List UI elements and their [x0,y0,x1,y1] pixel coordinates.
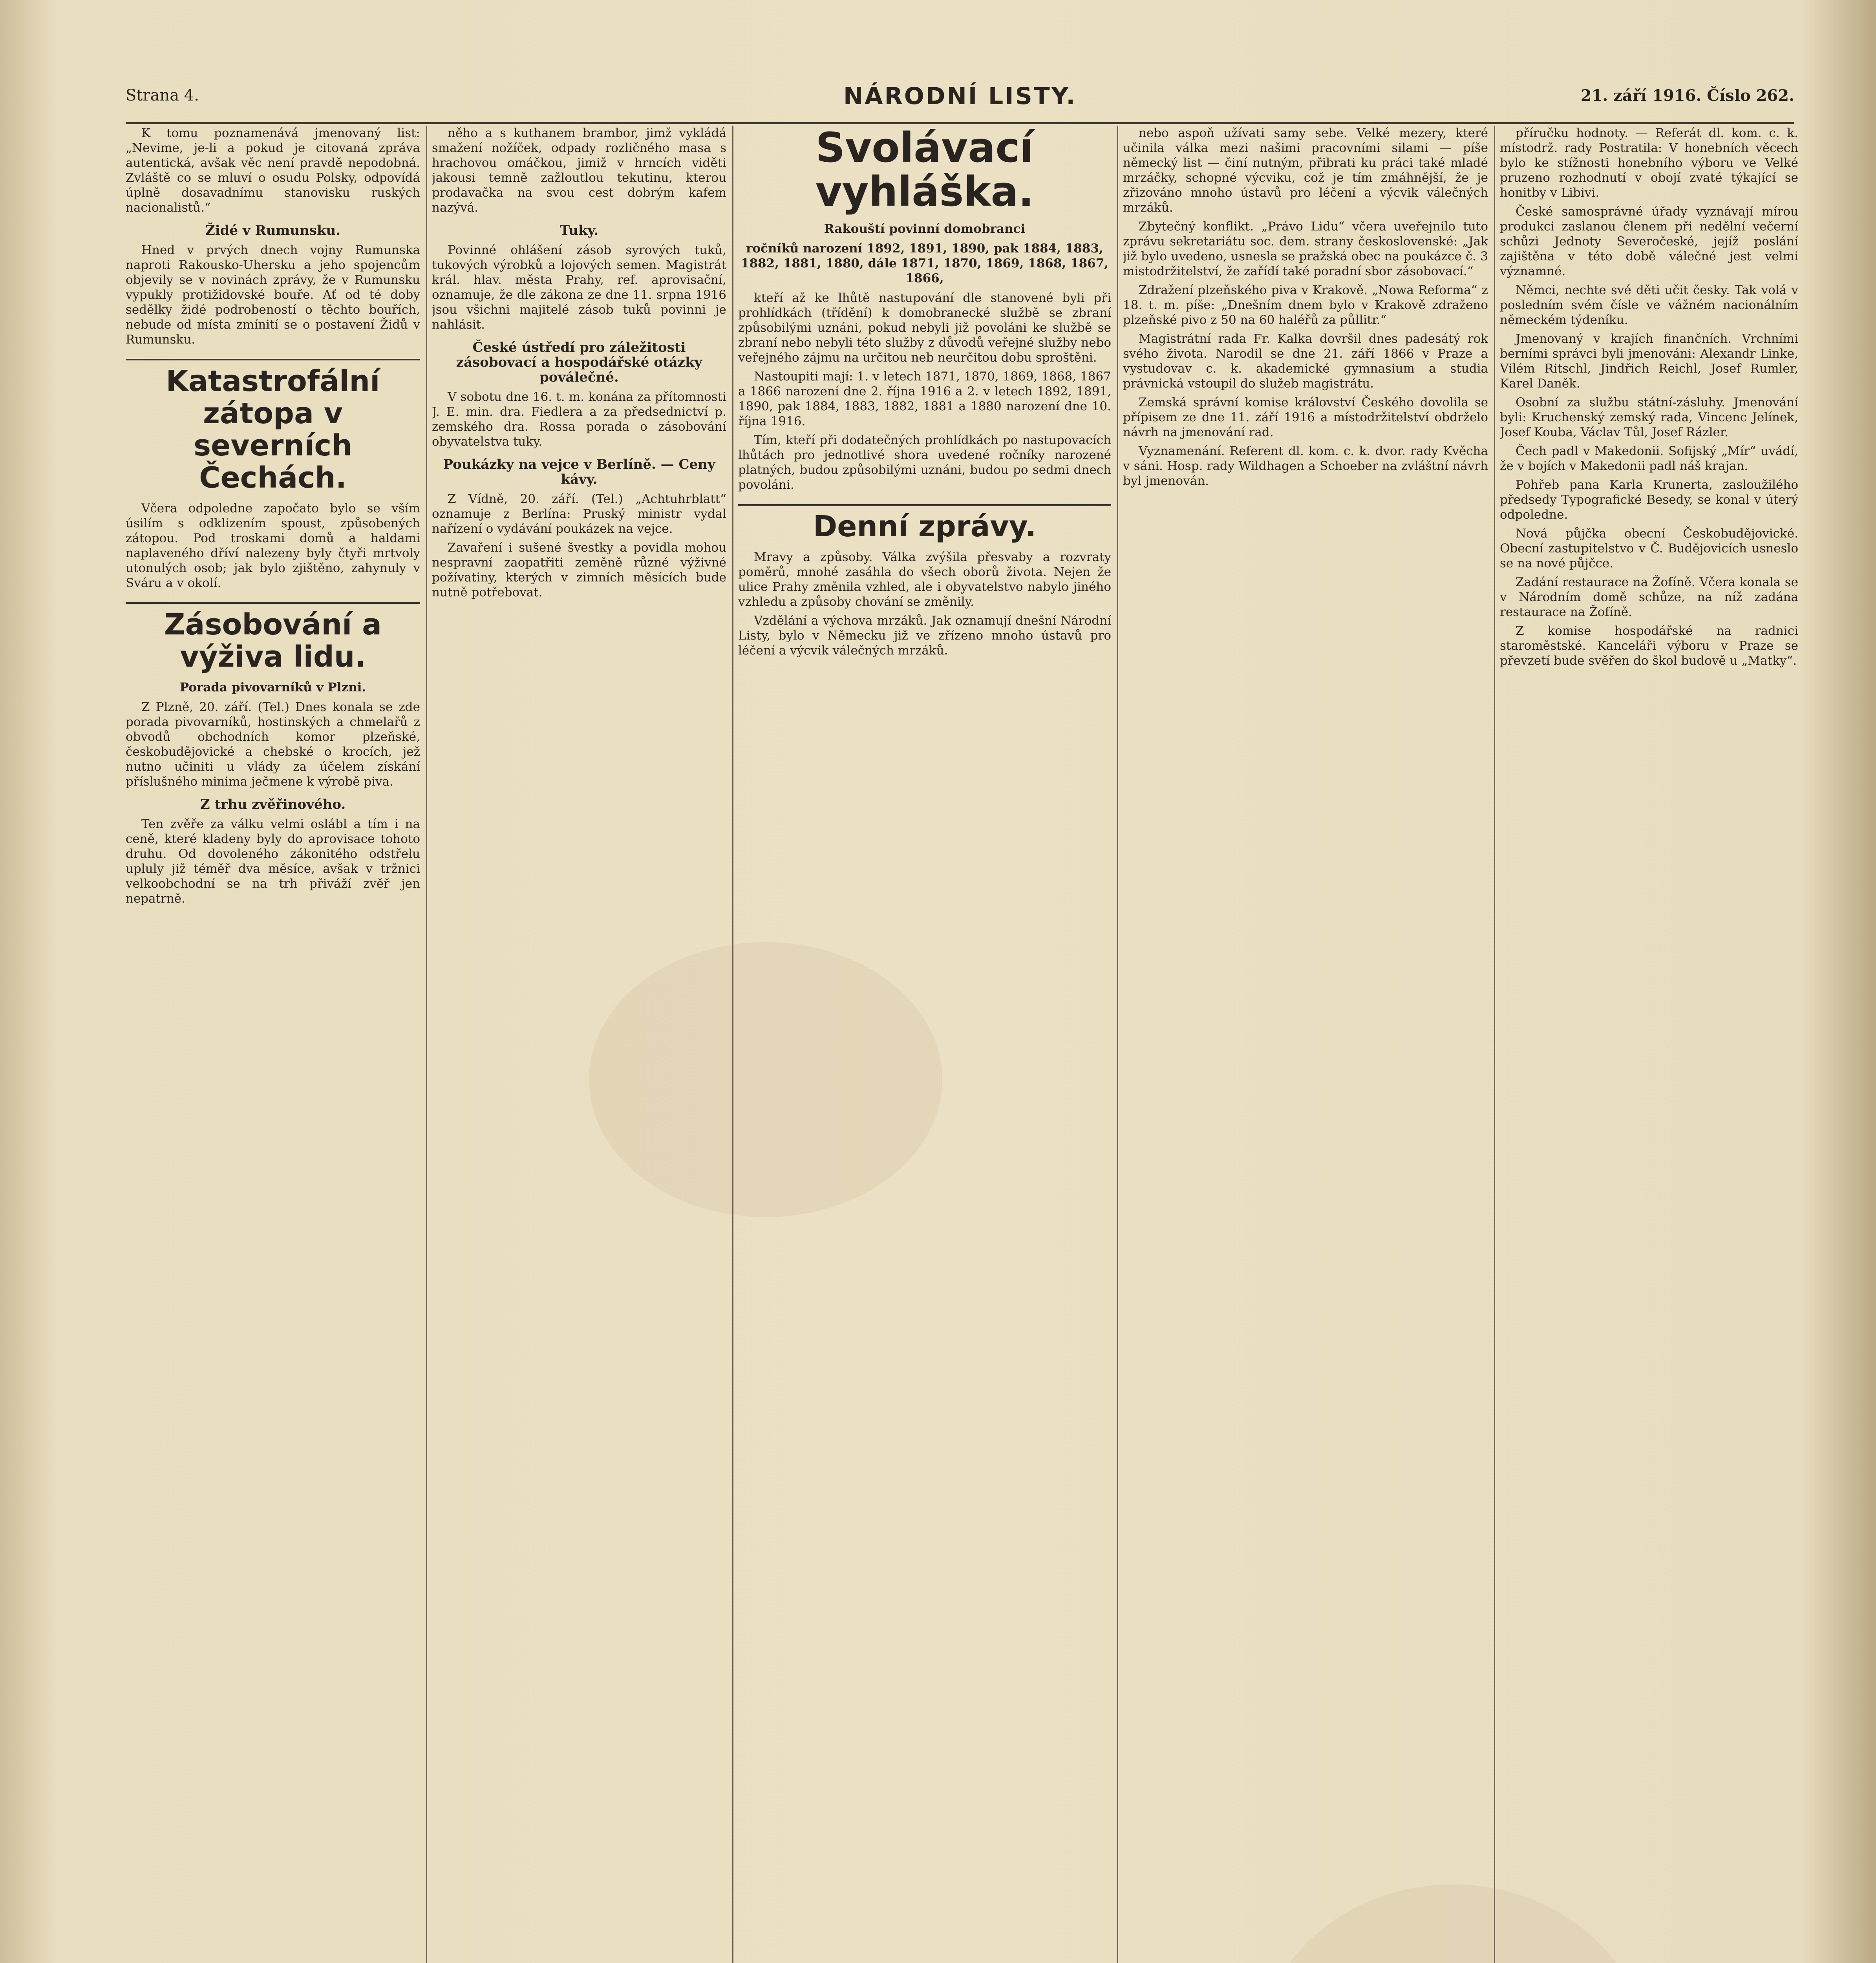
article-paragraph: kteří až ke lhůtě nastupování dle stanovené byli při prohlídkách (třídění) k domobranecké službě se zbraní způsobilými uznáni, pokud nebyli již povoláni ke službě se zbraní nebo nebyli této služby z důvodů veřejné služby nebo veřejného zájmu na určitou neb neurčitou dobu sproštěni. [738,291,1111,365]
column-rule [732,126,733,1963]
article-paragraph: nebo aspoň užívati samy sebe. Velké mezery, které učinila válka mezi našimi pracovními silami — píše německý list — činí nutným, přibrati ku práci také mladé mrzáčky, schopné výcviku, což je tím zmáhnější, že je zřizováno mnoho ústavů pro léčení a výcvik válečných mrzáků. [1123,126,1488,215]
article-paragraph: Včera odpoledne započato bylo se vším úsilím s odklizením spoust, způsobených zátopou. Pod troskami domů a haldami naplaveného dříví nalezeny byly čtyři mrtvoly utonulých osob; jak bylo zjištěno, zahynuly v Sváru a v okolí. [126,501,420,590]
section-headline: Zásobování a výživa lidu. [126,602,420,673]
article-heading: Tuky. [560,223,599,238]
article-paragraph: Zadání restaurace na Žofíně. Včera konala se v Národním domě schůze, na níž zadána restaurace na Žofíně. [1500,575,1798,619]
section-headline: Denní zprávy. [738,504,1111,543]
article-paragraph: V sobotu dne 16. t. m. konána za přítomnosti J. E. min. dra. Fiedlera a za předsednictví p. zemského dra. Rossa porada o zásobování obyvatelstva tuky. [432,390,726,449]
masthead: NÁRODNÍ LISTY. [843,82,1077,110]
notice-subtitle: Rakouští povinní domobranci [824,222,1026,236]
article-paragraph: Tím, kteří při dodatečných prohlídkách po nastupovacích lhůtách pro jednotlivé shora uvedené ročníky narozené platných, budou způsobilými uznáni, budou po sedmi dnech povoláni. [738,433,1111,492]
article-paragraph: něho a s kuthanem brambor, jimž vykládá smažení nožíček, odpady rozličného masa s hrachovou omáčkou, jimiž v hrncích viděti jakousi temně zažloutlou tekutinu, kterou prodavačka na svou cest dobrým kafem nazývá. [432,126,726,215]
column-rule [426,126,427,1963]
column-1 [126,126,420,1963]
article-paragraph: Nastoupiti mají: 1. v letech 1871, 1870, 1869, 1868, 1867 a 1866 narození dne 2. října 1916 a 2. v letech 1892, 1891, 1890, pak 1884, 1883, 1882, 1881 a 1880 narození dne 10. října 1916. [738,369,1111,428]
column-3 [738,126,1111,1963]
article-paragraph: Povinné ohlášení zásob syrových tuků, tukových výrobků a lojových semen. Magistrát král. hlav. města Prahy, ref. aprovisační, oznamuje, že dle zákona ze dne 11. srpna 1916 jsou všichni majitelé zásob tuků povinni je nahlásit. [432,243,726,332]
article-subheading: Porada pivovarníků v Plzni. [179,680,366,695]
article-paragraph: Jmenovaný v krajích finančních. Vrchními berními správci byli jmenováni: Alexandr Linke, Vilém Ritschl, Jindřich Reichl, Josef Rumler, Karel Daněk. [1500,332,1798,391]
notice-years: ročníků narození 1892, 1891, 1890, pak 1884, 1883, 1882, 1881, 1880, dále 1871, 1870, 1869, 1868, 1867, 1866, [741,241,1109,285]
column-rule [1494,126,1495,1963]
article-heading: Z trhu zvěřinového. [200,797,346,812]
section-headline: Katastrofální zátopa v severních Čechách. [126,359,420,494]
column-5 [1500,126,1798,1963]
article-paragraph: Vzdělání a výchova mrzáků. Jak oznamují dnešní Národní Listy, bylo v Německu již ve zřízeno mnoho ústavů pro léčení a výcvik válečných mrzáků. [738,614,1111,658]
article-paragraph: Vyznamenání. Referent dl. kom. c. k. dvor. rady Kvěcha v sáni. Hosp. rady Wildhagen a Schoeber na zvláštní návrh byl jmenován. [1123,444,1488,488]
article-heading: Židé v Rumunsku. [205,223,341,238]
article-paragraph: Nová půjčka obecní Českobudějovické. Obecní zastupitelstvo v Č. Budějovicích usneslo se na nové půjčce. [1500,526,1798,570]
article-paragraph: Němci, nechte své děti učit česky. Tak volá v posledním svém čísle ve vážném nacionálním německém týdeníku. [1500,283,1798,327]
article-paragraph: K tomu poznamenává jmenovaný list: „Nevime, je-li a pokud je citovaná zpráva autentická, avšak věc není pravdě nepodobná. Zvláště co se mluví o osudu Polsky, odpovídá úplně dosavadnímu stanovisku ruských nacionalistů.“ [126,126,420,215]
article-paragraph: Zavaření i sušené švestky a povidla mohou nespravní zaopatřiti zeměně různé výživné požívatiny, kterých v zimních měsících bude nutně potřebovat. [432,541,726,600]
article-paragraph: Osobní za službu státní-zásluhy. Jmenování byli: Kruchenský zemský rada, Vincenc Jelínek, Josef Kouba, Václav Tůl, Josef Rázler. [1500,395,1798,439]
article-paragraph: Ten zvěře za válku velmi oslábl a tím i na ceně, které kladeny byly do aprovisace tohoto druhu. Od dovoleného zákonitého odstřelu upluly již téměř dva měsíce, avšak v tržnici velkoobchodní se na trh přiváží zvěř jen nepatrně. [126,817,420,906]
column-4 [1123,126,1488,1963]
article-paragraph: Zemská správní komise království Českého dovolila se přípisem ze dne 11. září 1916 a místodržitelství obdrželo návrh na jmenování rad. [1123,395,1488,439]
column-2 [432,126,726,1963]
article-paragraph: příručku hodnoty. — Referát dl. kom. c. k. místodrž. rady Postratila: V honebních věcech bylo ke stížnosti honebního výboru ve Velké pruzeno rozhodnutí v obojí zvaté týkající se honitby v Libivi. [1500,126,1798,200]
page-number: Strana 4. [126,86,199,104]
article-paragraph: České samosprávné úřady vyznávají mírou produkci zaslanou členem při nedělní večerní schůzi Jednoty Severočeské, jejíž poslání zajištěna v této době válečné jest velmi významné. [1500,205,1798,278]
article-heading: Poukázky na vejce v Berlíně. — Ceny kávy. [443,457,715,487]
article-paragraph: Z Plzně, 20. září. (Tel.) Dnes konala se zde porada pivovarníků, hostinských a chmelařů z obvodů obchodních komor plzeňské, českobudějovické a chebské o krocích, jež nutno učiniti u vlády za účelem získání příslušného minima ječmene k výrobě piva. [126,700,420,789]
article-paragraph: Hned v prvých dnech vojny Rumunska naproti Rakousko-Uhersku a jeho spojencům objevily se v novinách zprávy, že v Rumunsku vypukly protižidovské bouře. Ať od té doby sedělky židé podrobeností o těchto bouřích, nebude od místa zmínití se o postavení Židů v Rumunsku. [126,243,420,347]
article-paragraph: Magistrátní rada Fr. Kalka dovršil dnes padesátý rok svého života. Narodil se dne 21. září 1866 v Praze a vystudovav c. k. akademické gymnasium a studia právnická vstoupil do služeb magistrátu. [1123,332,1488,391]
article-paragraph: Pohřeb pana Karla Krunerta, zasloužilého předsedy Typografické Besedy, se konal v úterý odpoledne. [1500,478,1798,522]
date-issue: 21. září 1916. Číslo 262. [1580,86,1794,105]
article-paragraph: Z Vídně, 20. září. (Tel.) „Achtuhrblatt“ oznamuje z Berlína: Pruský ministr vydal nařízení o vydávání poukázek na vejce. [432,492,726,536]
notice-banner: Svolávací vyhláška. [815,126,1034,216]
article-paragraph: Zdražení plzeňského piva v Krakově. „Nowa Reforma“ z 18. t. m. píše: „Dnešním dnem bylo v Krakově zdraženo plzeňské pivo z 50 na 60 haléřů za půllitr.“ [1123,283,1488,327]
article-paragraph: Z komise hospodářské na radnici staroměstské. Kanceláři výboru v Praze se převzetí bude svěřen do škol budově u „Matky“. [1500,624,1798,668]
column-rule [1117,126,1118,1963]
article-heading: České ústředí pro záležitosti zásobovací a hospodářské otázky poválečné. [456,340,702,385]
article-paragraph: Čech padl v Makedonii. Sofijský „Mír“ uvádí, že v bojích v Makedonii padl náš krajan. [1500,444,1798,473]
page-header [126,79,1794,124]
article-paragraph: Zbytečný konflikt. „Právo Lidu“ včera uveřejnilo tuto zprávu sekretariátu soc. dem. strany československé: „Jak již bylo uvedeno, usnesla se pražská obec na poukázce č. 3 mistodržitelství, že zařídí také poradní sbor zásobovací.“ [1123,219,1488,278]
article-paragraph: Mravy a způsoby. Válka zvýšila přesvaby a rozvraty poměrů, mnohé zasáhla do všech oborů života. Nejen že ulice Prahy změnila vzhled, ale i obyvatelstvo nabylo jiného vzhledu a způsoby chování se změnily. [738,550,1111,609]
